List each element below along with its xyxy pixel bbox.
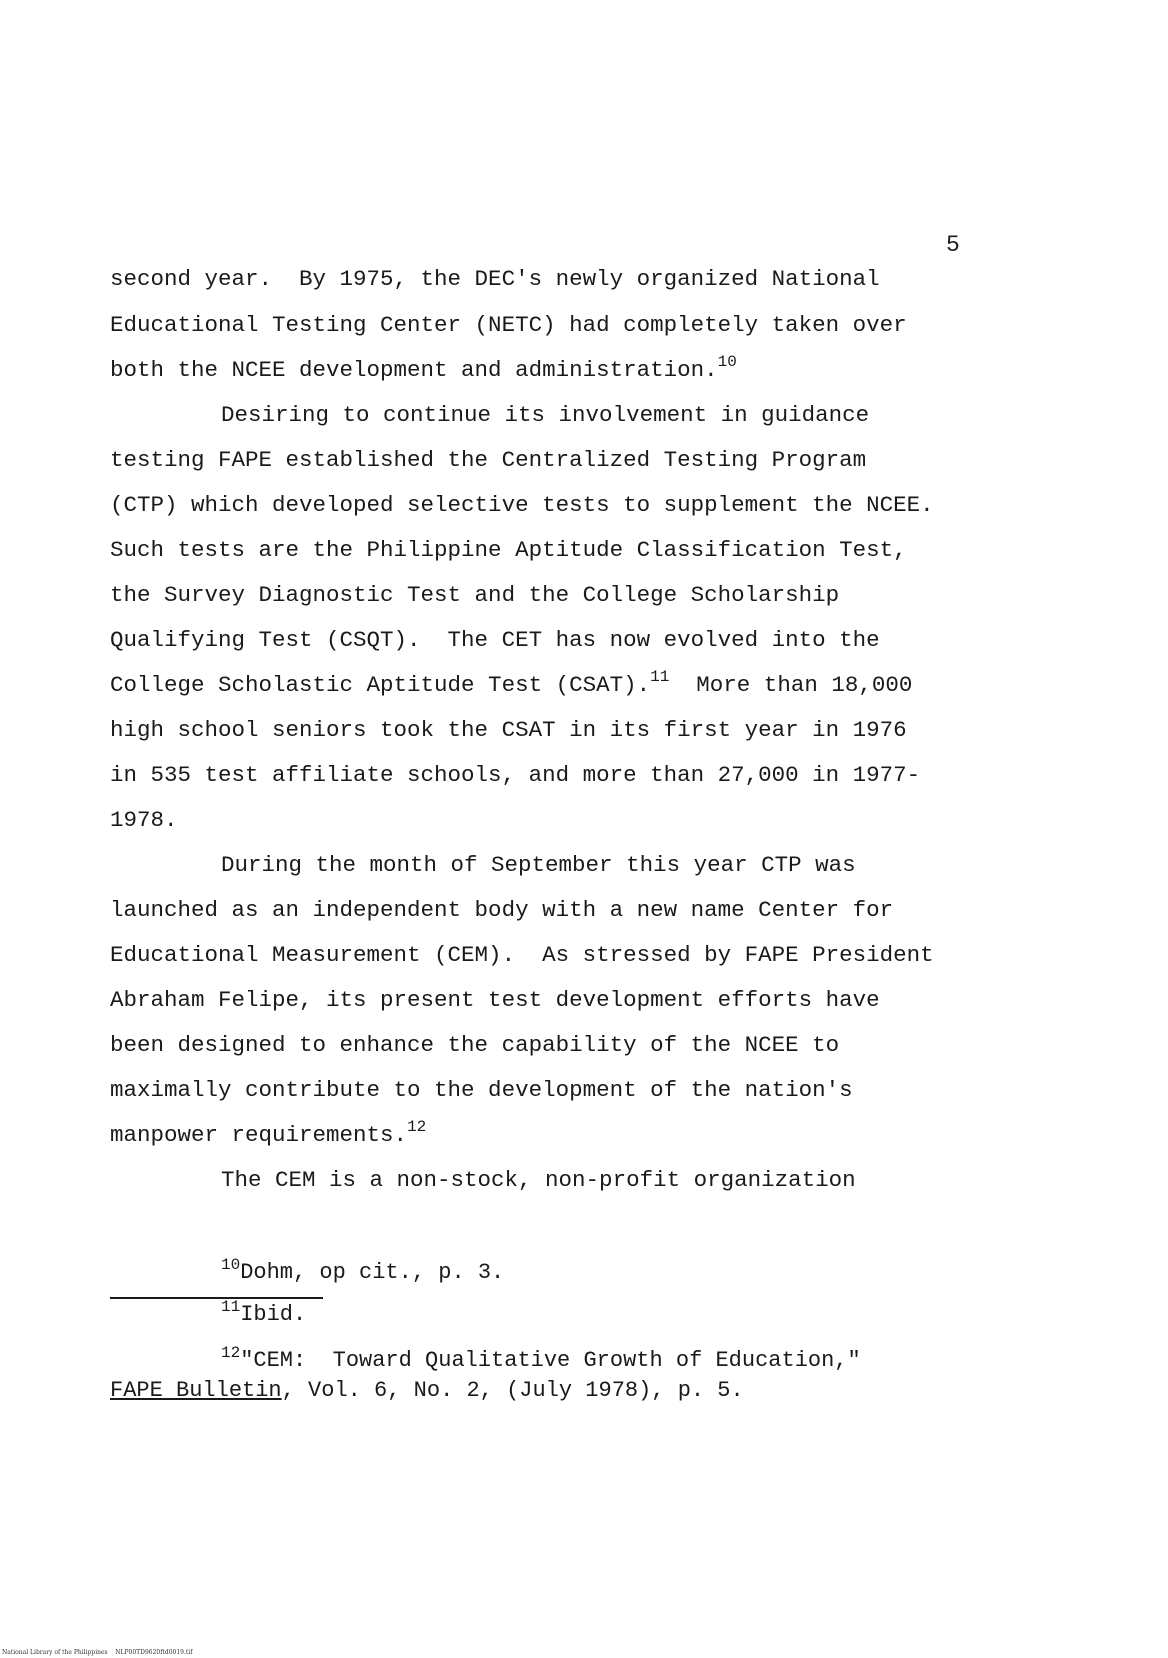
body-line: Desiring to continue its involvement in guidance <box>221 402 870 428</box>
footnote-mark: 12 <box>221 1344 241 1362</box>
body-line: Educational Measurement (CEM). As stressed by FAPE President <box>110 942 934 968</box>
body-line <box>110 668 913 698</box>
body-line: launched as an independent body with a new name Center for <box>110 897 894 923</box>
body-text: manpower requirements. <box>110 1122 408 1148</box>
body-line: During the month of September this year CTP was <box>221 852 856 878</box>
body-text: both the NCEE development and administration. <box>110 357 718 383</box>
footnote-12 <box>221 1344 861 1373</box>
footnote-ref: 12 <box>407 1118 427 1136</box>
body-line: maximally contribute to the development of the nation's <box>110 1077 853 1103</box>
body-line: Qualifying Test (CSQT). The CET has now evolved into the <box>110 627 880 653</box>
body-line: in 535 test affiliate schools, and more than 27,000 in 1977- <box>110 762 921 788</box>
body-text: More than 18,000 <box>669 672 913 698</box>
body-line <box>110 353 737 383</box>
footnote-text: "CEM: Toward Qualitative Growth of Education," <box>240 1348 861 1373</box>
body-line: Abraham Felipe, its present test development efforts have <box>110 987 880 1013</box>
page-number: 5 <box>946 232 960 258</box>
body-text: College Scholastic Aptitude Test (CSAT). <box>110 672 651 698</box>
body-line: (CTP) which developed selective tests to supplement the NCEE. <box>110 492 934 518</box>
body-line: been designed to enhance the capability of the NCEE to <box>110 1032 840 1058</box>
footnote-text: Ibid. <box>240 1302 307 1327</box>
footnote-text: Dohm, op cit., p. 3. <box>240 1260 505 1285</box>
footnote-ref: 10 <box>717 353 737 371</box>
footnote-12-continued <box>110 1380 744 1402</box>
scan-footer-stamp: National Library of the Philippines NLP00TD9620ftd0019.tif <box>2 1649 193 1656</box>
body-line: The CEM is a non-stock, non-profit organization <box>221 1167 856 1193</box>
footnote-11 <box>221 1298 307 1327</box>
body-line <box>110 1118 427 1148</box>
body-line: testing FAPE established the Centralized Testing Program <box>110 447 867 473</box>
footnote-10 <box>221 1256 505 1285</box>
body-line: 1978. <box>110 807 178 833</box>
body-line: high school seniors took the CSAT in its first year in 1976 <box>110 717 907 743</box>
footnote-mark: 10 <box>221 1256 241 1274</box>
body-line: Such tests are the Philippine Aptitude Classification Test, <box>110 537 907 563</box>
footnote-ref: 11 <box>650 668 670 686</box>
body-line: the Survey Diagnostic Test and the College Scholarship <box>110 582 840 608</box>
body-line: Educational Testing Center (NETC) had completely taken over <box>110 312 907 338</box>
footnote-rule <box>110 1297 323 1299</box>
body-line: second year. By 1975, the DEC's newly organized National <box>110 266 880 292</box>
footnote-text: , Vol. 6, No. 2, (July 1978), p. 5. <box>281 1378 744 1403</box>
footnote-mark: 11 <box>221 1298 241 1316</box>
publication-title: FAPE Bulletin <box>110 1378 282 1403</box>
